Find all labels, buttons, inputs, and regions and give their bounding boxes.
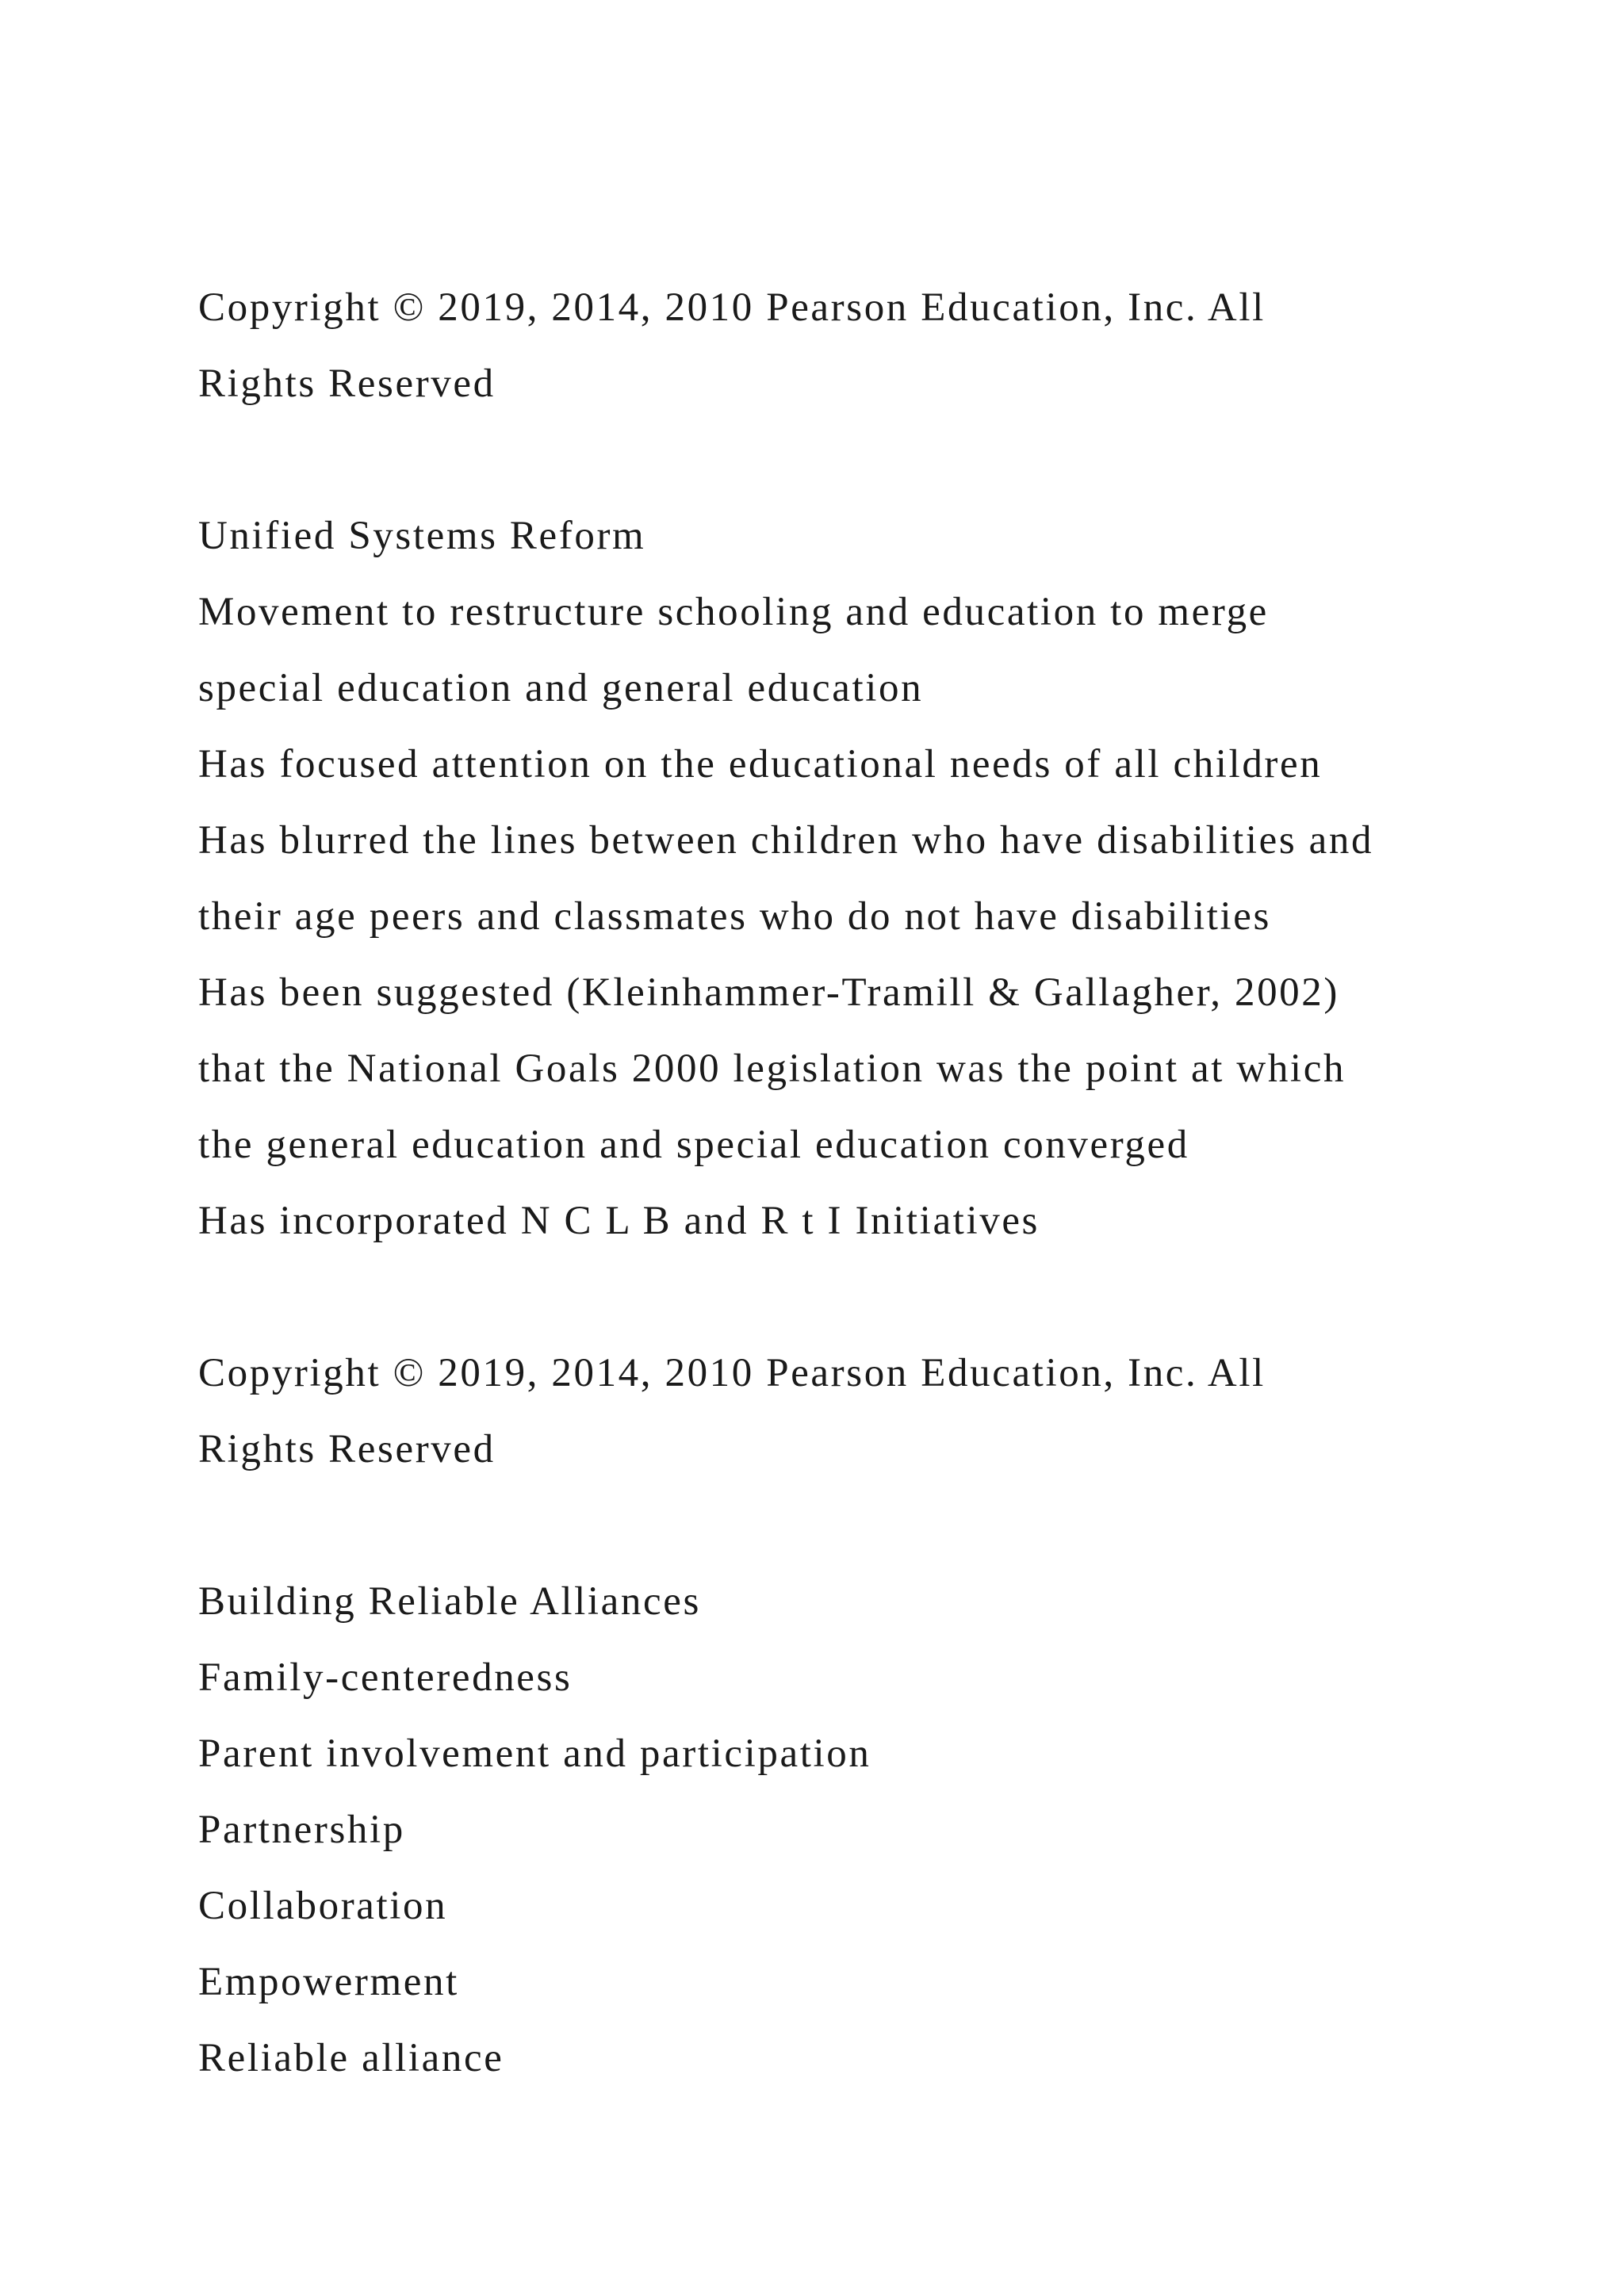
list-item: Partnership (198, 1808, 405, 1852)
blank-line (198, 422, 1507, 498)
copyright-notice-line-1: Copyright © 2019, 2014, 2010 Pearson Education, Inc. All (198, 285, 1266, 330)
body-line: their age peers and classmates who do not have disabilities (198, 894, 1271, 939)
list-item: Parent involvement and participation (198, 1732, 871, 1776)
copyright-notice-line-1: Copyright © 2019, 2014, 2010 Pearson Education, Inc. All (198, 1351, 1266, 1395)
body-line: the general education and special education converged (198, 1123, 1189, 1167)
list-item: Collaboration (198, 1884, 448, 1928)
body-line: Has focused attention on the educational needs of all children (198, 742, 1323, 786)
document-body (198, 270, 1507, 2096)
copyright-notice-line-2: Rights Reserved (198, 1427, 496, 1471)
list-item: Reliable alliance (198, 2036, 504, 2080)
body-line: Has been suggested (Kleinhammer-Tramill & Gallagher, 2002) (198, 970, 1339, 1015)
list-item: Family-centeredness (198, 1655, 573, 1700)
blank-line (198, 1487, 1507, 1563)
section-title-building-reliable-alliances: Building Reliable Alliances (198, 1579, 701, 1624)
copyright-notice-line-2: Rights Reserved (198, 362, 496, 406)
body-line: Has blurred the lines between children who have disabilities and (198, 818, 1374, 863)
body-line: that the National Goals 2000 legislation was the point at which (198, 1047, 1346, 1091)
body-line: Movement to restructure schooling and education to merge (198, 590, 1269, 634)
blank-line (198, 1259, 1507, 1335)
list-item: Empowerment (198, 1960, 459, 2004)
body-line: special education and general education (198, 666, 924, 710)
section-title-unified-systems-reform: Unified Systems Reform (198, 514, 646, 558)
body-line: Has incorporated N C L B and R t I Initiatives (198, 1199, 1040, 1243)
